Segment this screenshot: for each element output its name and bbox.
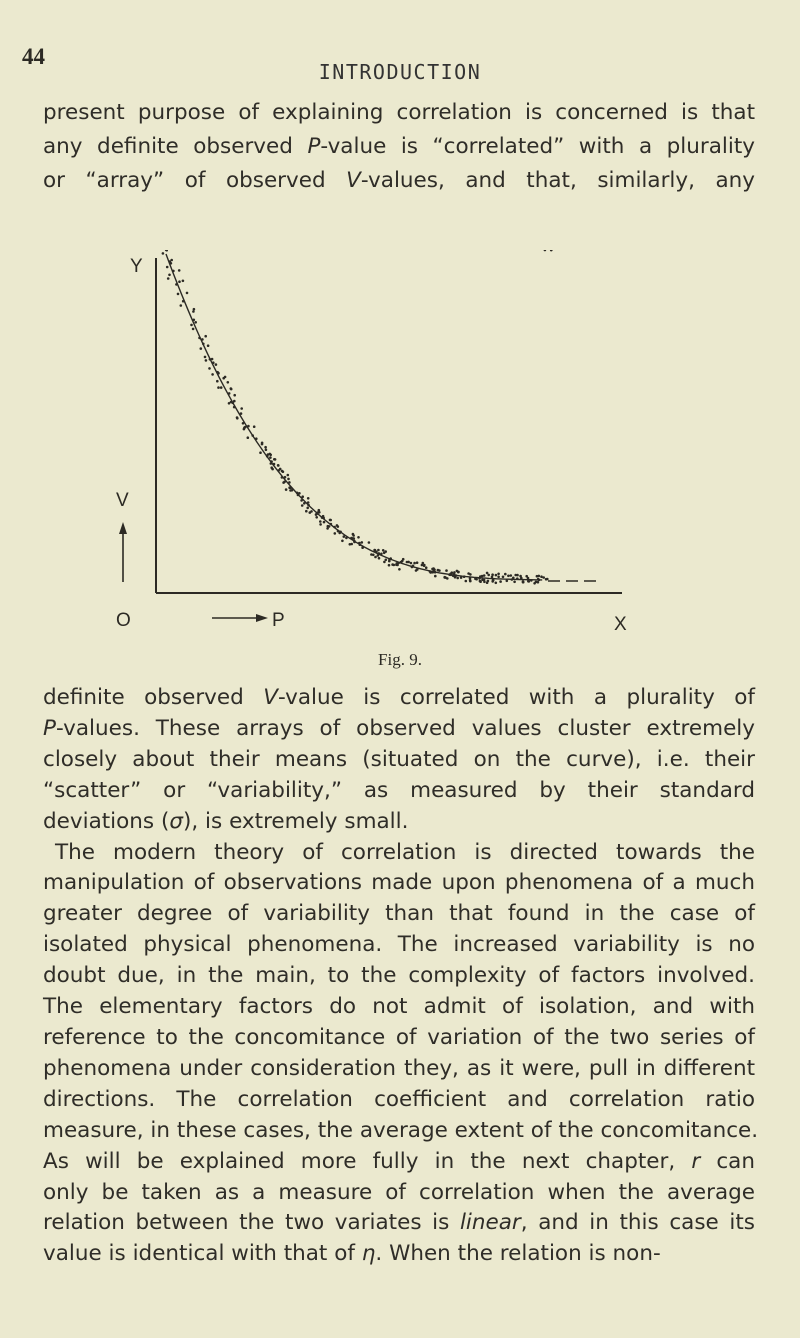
scatter-dot (410, 562, 413, 565)
text-line (43, 1023, 755, 1054)
scatter-dot (425, 566, 428, 569)
scatter-dot (211, 358, 214, 361)
text-line (43, 683, 755, 714)
scatter-dot (495, 582, 498, 585)
scatter-dot (319, 523, 322, 526)
scatter-dot (535, 581, 538, 584)
scatter-dot (357, 536, 360, 539)
italic-symbol: η (361, 1241, 376, 1267)
scatter-dot (228, 392, 231, 395)
scatter-dot (190, 324, 193, 327)
running-head: INTRODUCTION (318, 60, 482, 84)
scatter-dot (497, 576, 500, 579)
scatter-dot (215, 363, 218, 366)
scatter-dot (291, 489, 294, 492)
text-line (43, 1178, 755, 1209)
scatter-dot (506, 580, 509, 583)
text-line (43, 745, 755, 776)
scatter-dot (412, 565, 415, 568)
scatter-dot (192, 310, 195, 313)
scatter-dot (502, 576, 505, 579)
scatter-dot (413, 562, 416, 565)
scatter-dot (393, 564, 396, 567)
scatter-dot (487, 580, 490, 583)
text-run: can (700, 1148, 755, 1174)
text-run: or “array” of observed (43, 168, 347, 193)
scatter-dot (208, 367, 211, 370)
scatter-dot (307, 504, 310, 507)
scatter-dot (388, 560, 391, 563)
scatter-dot (491, 573, 494, 576)
text-line (43, 1239, 755, 1270)
figure-caption: Fig. 9. (378, 650, 422, 669)
scatter-dot (270, 462, 273, 465)
scatter-dot (432, 570, 435, 573)
text-line (43, 96, 755, 130)
scatter-dot (178, 280, 181, 283)
scatter-dot (507, 575, 510, 578)
text-run: definite observed (43, 685, 264, 710)
scatter-dot (177, 293, 180, 296)
scatter-dot (282, 470, 285, 473)
scatter-dot (193, 308, 196, 311)
text-run: manipulation of observations made upon phenomena of a much (43, 870, 755, 896)
scatter-dot (352, 537, 355, 540)
scatter-dot (380, 553, 383, 556)
scatter-dot (353, 541, 356, 544)
scatter-dot (522, 581, 525, 584)
scatter-dot (514, 574, 517, 577)
text-line (43, 807, 755, 838)
top-paragraph (43, 96, 755, 198)
scatter-dot (269, 454, 272, 457)
scatter-dot (504, 573, 507, 576)
text-run: measure, in these cases, the average extent of the concomitance. (43, 1117, 759, 1143)
scatter-dot (361, 546, 364, 549)
italic-symbol: σ (169, 808, 183, 834)
scatter-dot (319, 520, 322, 523)
scatter-dot (343, 535, 346, 538)
scatter-dot (525, 575, 528, 578)
scatter-dot (423, 564, 426, 567)
scatter-dot (306, 507, 309, 510)
scatter-dot (251, 434, 254, 437)
scatter-dot (271, 468, 274, 471)
scatter-dot (285, 488, 288, 491)
scatter-dot (233, 406, 236, 409)
figure-scatter-diagram (0, 250, 800, 650)
text-run: present purpose of explaining correlation is concerned is that (43, 100, 755, 125)
scatter-dot (544, 250, 547, 251)
y-axis-label: Y (130, 256, 143, 277)
scatter-dot (243, 426, 246, 429)
scatter-dot (274, 458, 277, 461)
scatter-dot (220, 386, 223, 389)
text-line (43, 776, 755, 807)
text-run: isolated physical phenomena. The increased variability is no (43, 932, 755, 958)
scatter-dot (492, 579, 495, 582)
scatter-dot (398, 568, 401, 571)
scatter-dot (180, 304, 183, 307)
text-line (43, 992, 755, 1023)
scatter-dot (402, 558, 405, 561)
scatter-dot (388, 564, 391, 567)
text-run: -values, and that, similarly, any (360, 168, 755, 193)
scatter-dot (309, 511, 312, 514)
scatter-dot (318, 509, 321, 512)
scatter-dot (460, 576, 463, 579)
scatter-dot (540, 575, 543, 578)
scatter-dot (545, 578, 548, 581)
scatter-dot (172, 270, 175, 273)
scatter-dot (167, 277, 170, 280)
scatter-dot (383, 552, 386, 555)
scatter-dot (269, 456, 272, 459)
text-line (43, 1054, 755, 1085)
scatter-dot (201, 338, 204, 341)
scatter-dot (247, 425, 250, 428)
italic-symbol: V (346, 168, 361, 193)
scatter-dot (277, 464, 280, 467)
scatter-dot (421, 564, 424, 567)
scatter-dot (483, 574, 486, 577)
text-run: . When the relation is non- (375, 1241, 661, 1267)
scatter-dot (336, 524, 339, 527)
scatter-dot (375, 551, 378, 554)
text-run: any definite observed (43, 134, 308, 159)
v-arrow-head (119, 522, 127, 534)
scatter-dot (247, 436, 250, 439)
scatter-dot (265, 449, 268, 452)
scatter-dot (162, 252, 165, 255)
text-run: As will be explained more fully in the next chapter, (43, 1148, 692, 1174)
text-run: reference to the concomitance of variation of the two series of (43, 1024, 755, 1050)
scatter-dot (217, 386, 220, 389)
scatter-dot (444, 576, 447, 579)
scatter-dot (207, 344, 210, 347)
text-line (43, 899, 755, 930)
scatter-dot (277, 469, 280, 472)
scatter-dot (315, 516, 318, 519)
scatter-dot (510, 574, 513, 577)
scatter-dot (253, 425, 256, 428)
scatter-dot (481, 579, 484, 582)
scatter-dot (273, 463, 276, 466)
scatter-dot (377, 554, 380, 557)
scatter-dot (378, 557, 381, 560)
p-axis-label: P (272, 610, 285, 631)
italic-symbol: linear (459, 1210, 521, 1236)
text-run: -value is correlated with a plurality of (277, 685, 755, 710)
scatter-dot (328, 525, 331, 528)
regression-curve-with-scatter (162, 250, 596, 585)
scatter-dot (451, 571, 454, 574)
scatter-dot (377, 549, 380, 552)
scatter-dot (300, 499, 303, 502)
text-run: , and in this case its (520, 1210, 755, 1236)
scatter-dot (516, 577, 519, 580)
scatter-dot (192, 328, 195, 331)
text-line (43, 930, 755, 961)
p-arrow-head (256, 614, 268, 622)
scatter-dot (465, 580, 468, 583)
scatter-dot (323, 521, 326, 524)
scatter-dot (240, 407, 243, 410)
scatter-dot (475, 578, 478, 581)
scatter-dot (537, 578, 540, 581)
text-run: closely about their means (situated on the curve), i.e. their (43, 746, 755, 772)
scatter-dot (382, 549, 385, 552)
scatter-dot (303, 502, 306, 505)
scatter-dot (497, 573, 500, 576)
text-line (43, 714, 755, 745)
scatter-dot (352, 534, 355, 537)
scatter-dot (438, 569, 441, 572)
scatter-dot (456, 577, 459, 580)
scatter-dot (240, 412, 243, 415)
scatter-dot (230, 387, 233, 390)
italic-symbol: P (43, 715, 56, 741)
scatter-dot (284, 476, 287, 479)
text-line (43, 1208, 755, 1239)
scatter-dot (242, 422, 245, 425)
scatter-dot (288, 486, 291, 489)
figure-axes (119, 258, 622, 622)
text-line (43, 838, 755, 869)
scatter-dot (264, 446, 267, 449)
scatter-dot (287, 478, 290, 481)
text-run: doubt due, in the main, to the complexity of factors involved. (43, 963, 755, 989)
scatter-dot (301, 495, 304, 498)
scatter-dot (204, 335, 207, 338)
scatter-dot (463, 575, 466, 578)
text-line (43, 868, 755, 899)
scatter-dot (416, 568, 419, 571)
scatter-dot (341, 540, 344, 543)
scatter-dot (216, 380, 219, 383)
text-run: value is identical with that of (43, 1241, 362, 1267)
text-run: deviations ( (43, 808, 170, 834)
scatter-dot (361, 541, 364, 544)
text-run: directions. The correlation coefficient and correlation ratio (43, 1086, 755, 1112)
scatter-dot (368, 541, 371, 544)
scatter-dot (407, 561, 410, 564)
page-number: 44 (22, 44, 45, 69)
x-axis-label: X (614, 614, 627, 635)
scatter-dot (212, 361, 215, 364)
text-run: ), is extremely small. (183, 808, 409, 834)
text-run: -value is “correlated” with a plurality (320, 134, 755, 159)
scatter-dot (495, 574, 498, 577)
figure-labels (116, 256, 627, 635)
scatter-dot (457, 571, 460, 574)
body-paragraphs (43, 683, 759, 1270)
scatter-dot (222, 377, 225, 380)
text-run: greater degree of variability than that found in the case of (43, 901, 755, 927)
italic-symbol: r (691, 1148, 701, 1174)
scatter-dot (211, 373, 214, 376)
scatter-dot (287, 474, 290, 477)
scatter-dot (527, 580, 530, 583)
scatter-dot (198, 337, 201, 340)
scatter-dot (202, 343, 205, 346)
scatter-dot (358, 542, 361, 545)
text-line (43, 1147, 755, 1178)
v-axis-label: V (116, 490, 129, 511)
scatter-dot (301, 504, 304, 507)
scatter-dot (445, 569, 448, 572)
text-line (43, 164, 755, 198)
italic-symbol: V (263, 685, 278, 710)
origin-label: O (116, 610, 131, 631)
text-line (43, 1116, 759, 1147)
scatter-dot (479, 580, 482, 583)
scatter-dot (200, 347, 203, 350)
scatter-dot (166, 266, 169, 269)
scatter-dot (255, 437, 258, 440)
text-run: phenomena under consideration they, as it were, pull in different (43, 1055, 755, 1081)
italic-symbol: P (307, 134, 321, 159)
text-run: The elementary factors do not admit of isolation, and with (43, 994, 755, 1020)
scatter-dot (429, 570, 432, 573)
scatter-dot (168, 274, 171, 277)
scatter-dot (305, 510, 308, 513)
scatter-dot (228, 402, 231, 405)
scatter-dot (374, 556, 377, 559)
text-line (43, 1085, 755, 1116)
scatter-dot (169, 260, 172, 263)
text-run: relation between the two variates is (43, 1210, 460, 1236)
scatter-dot (538, 575, 541, 578)
scatter-dot (217, 372, 220, 375)
scatter-dot (330, 523, 333, 526)
scatter-dot (513, 581, 516, 584)
scatter-dot (307, 501, 310, 504)
text-run: only be taken as a measure of correlation when the average (43, 1179, 755, 1205)
scatter-dot (298, 492, 301, 495)
scatter-dot (453, 571, 456, 574)
scatter-dot (227, 381, 230, 384)
scatter-dot (400, 561, 403, 564)
text-run: -values. These arrays of observed values cluster extremely (55, 715, 755, 741)
text-run: The modern theory of correlation is directed towards the (55, 839, 755, 865)
scatter-dot (204, 356, 207, 359)
scatter-dot (530, 579, 533, 582)
scatter-dot (231, 402, 234, 405)
scatter-dot (333, 526, 336, 529)
scatter-dot (334, 532, 337, 535)
scatter-dot (372, 554, 375, 557)
scatter-dot (281, 476, 284, 479)
scatter-dot (395, 562, 398, 565)
scatter-dot (233, 394, 236, 397)
scatter-dot (479, 575, 482, 578)
scatter-dot (455, 574, 458, 577)
scatter-dot (329, 519, 332, 522)
scatter-dot (261, 443, 264, 446)
scatter-dot (499, 580, 502, 583)
scatter-dot (283, 481, 286, 484)
text-line (43, 961, 755, 992)
scatter-dot (316, 512, 319, 515)
scatter-dot (416, 561, 419, 564)
scatter-dot (511, 578, 514, 581)
scatter-dot (550, 250, 553, 251)
scatter-dot (345, 537, 348, 540)
scatter-dot (322, 517, 325, 520)
scatter-dot (389, 557, 392, 560)
scatter-dot (307, 497, 310, 500)
scatter-dot (383, 561, 386, 564)
scatter-dot (193, 319, 196, 322)
scatter-dot (182, 280, 185, 283)
scatter-dot (175, 283, 178, 286)
scatter-dot (288, 481, 291, 484)
scatter-dot (209, 358, 212, 361)
scatter-dot (491, 576, 494, 579)
scatter-dot (487, 574, 490, 577)
text-line (43, 130, 755, 164)
scatter-dot (434, 575, 437, 578)
scatter-dot (205, 359, 208, 362)
scatter-dot (520, 577, 523, 580)
scatter-dot (236, 417, 239, 420)
scatter-dot (182, 300, 185, 303)
scatter-dot (259, 451, 262, 454)
scatter-dot (296, 492, 299, 495)
scatter-dot (467, 572, 470, 575)
scatter-dot (267, 453, 270, 456)
text-run: “scatter” or “variability,” as measured by their standard (43, 777, 755, 803)
scatter-dot (338, 532, 341, 535)
scatter-dot (350, 543, 353, 546)
scatter-dot (483, 581, 486, 584)
scatter-dot (194, 321, 197, 324)
scatter-dot (469, 579, 472, 582)
scatter-dot (178, 269, 181, 272)
mean-curve (166, 254, 542, 580)
scatter-dot (186, 292, 189, 295)
